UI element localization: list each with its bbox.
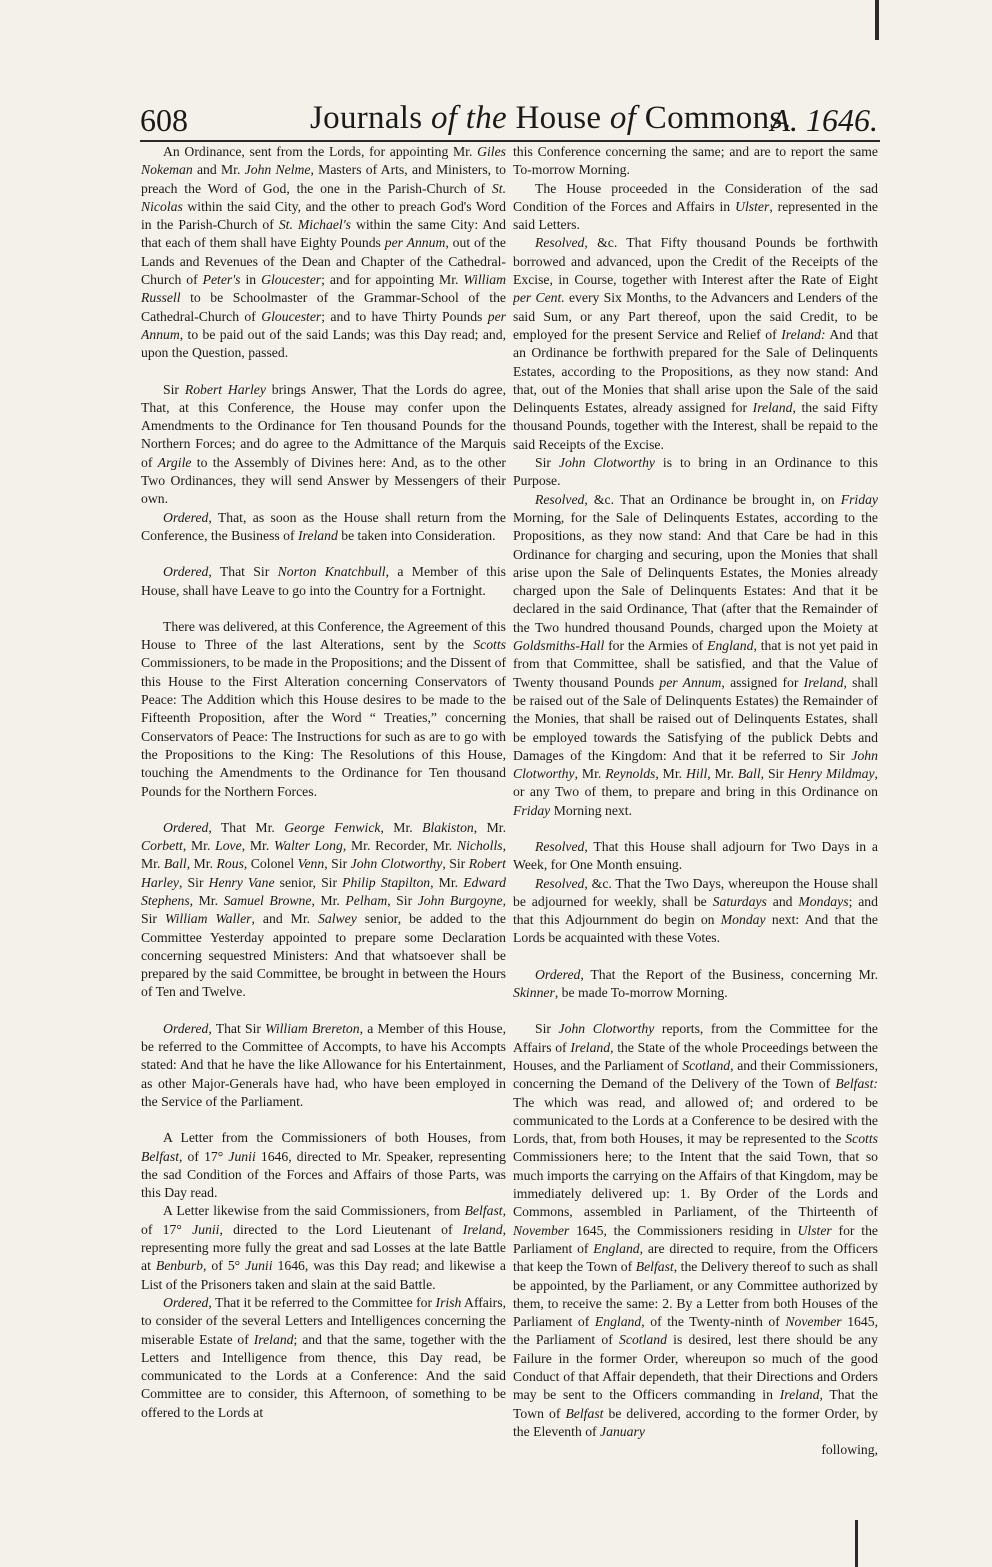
paragraph: A Letter likewise from the said Commissioners, from Belfast, of 17° Junii, directed to the Lord Lieutenant of Ireland, representing more fully the great and sad Losses at the late Battle at Benburb, of 5° Junii 1646, was this Day read; and likewise a List of the Prisoners taken and slain at the said Battle. (141, 1203, 506, 1292)
paragraph: Resolved, &c. That an Ordinance be brought in, on Friday Morning, for the Sale of Delinquents Estates, according to the Propositions, as they now stand: And that Care be had in this Ordinance for charging and securing, upon the Monies that shall arise upon the Sale of Delinquents Estates, the Monies already charged upon the Sale of Delinquents Estates: And that it be declared in the said Ordinance, That (after that the Remainder of the Two hundred thousand Pounds, charged upon the Moiety at Goldsmiths-Hall for the Armies of England, that is not yet paid in from that Committee, shall be satisfied, and that the Value of Twenty thousand Pounds per Annum, assigned for Ireland, shall be raised out of the Sale of Delinquents Estates) the Remainder of the Monies, that shall be raised out of Delinquents Estates, shall be employed towards the Satisfying of the publick Debts and Damages of the Kingdom: And that it be referred to Sir John Clotworthy, Mr. Reynolds, Mr. Hill, Mr. Ball, Sir Henry Mildmay, or any Two of them, to prepare and bring in this Ordinance on Friday Morning next. (513, 491, 878, 818)
paragraph: Ordered, That it be referred to the Committee for Irish Affairs, to consider of the several Letters and Intelligences concerning the miserable Estate of Ireland; and that the same, together with the Letters and Intelligence from thence, this Day read, be communicated to the Lords at a Conference: And the said Committee are to consider, this Afternoon, of something to be offered to the Lords at (141, 1294, 506, 1420)
right-column (513, 143, 878, 1543)
paragraph: Sir Robert Harley brings Answer, That the Lords do agree, That, at this Conference, the House may confer upon the Amendments to the Ordinance for Ten thousand Pounds for the Northern Forces; and do agree to the Admittance of the Marquis of Argile to the Assembly of Divines here: And, as to the other Two Ordinances, they will send Answer by Messengers of their own. (141, 381, 506, 507)
paragraph: Ordered, That the Report of the Business, concerning Mr. Skinner, be made To-morrow Morning. (513, 966, 878, 1001)
paragraph: this Conference concerning the same; and are to report the same To-morrow Morning. (513, 144, 878, 178)
scan-edge-mark-top (875, 0, 879, 40)
paragraph: Sir John Clotworthy reports, from the Committee for the Affairs of Ireland, the State of the whole Proceedings between the Houses, and the Parliament of Scotland, and their Commissioners, concerning the Demand of the Delivery of the Town of Belfast: The which was read, and allowed of; and ordered to be communicated to the Lords at a Conference to be desired with the Lords, that, from both Houses, it may be represented to the Scotts Commissioners here; to the Intent that the said Town, that so much imports the carrying on the Affairs of that Kingdom, may be immediately delivered up: 1. By Order of the Lords and Commons, assembled in Parliament, of the Thirteenth of November 1645, the Commissioners residing in Ulster for the Parliament of England, are directed to require, from the Officers that keep the Town of Belfast, the Delivery thereof to such as shall be appointed, by the Parliament, or any Committee authorized by them, to receive the same: 2. By a Letter from both Houses of the Parliament of England, of the Twenty-ninth of November 1645, the Parliament of Scotland is desired, lest there should be any Failure in the former Order, whereupon so much of the good Conduct of that Affair dependeth, that their Directions and Orders may be sent to the Officers commanding in Ireland, That the Town of Belfast be delivered, according to the former Order, by the Eleventh of January (513, 1021, 878, 1439)
paragraph: Ordered, That Sir Norton Knatchbull, a Member of this House, shall have Leave to go into the Country for a Fortnight. (141, 564, 506, 598)
header-rule (140, 140, 880, 142)
paragraph: The House proceeded in the Consideration of the sad Condition of the Forces and Affairs in Ulster, represented in the said Letters. (513, 180, 878, 233)
journal-title: Journals of the House of Commons. (310, 100, 792, 136)
paragraph: Resolved, That this House shall adjourn for Two Days in a Week, for One Month ensuing. (513, 838, 878, 873)
paragraph: Ordered, That Sir William Brereton, a Member of this House, be referred to the Committee of Accompts, to have his Accompts stated: And that he have the like Allowance for his Entertainment, as other Major-Generals have had, who have been employed in the Service of the Parliament. (141, 1020, 506, 1109)
paragraph: following, (821, 1442, 878, 1458)
paragraph: Resolved, &c. That the Two Days, whereupon the House shall be adjourned for weekly, shall be Saturdays and Mondays; and that this Adjournment do begin on Monday next: And that the Lords be acquainted with these Votes. (513, 875, 878, 946)
paragraph: An Ordinance, sent from the Lords, for appointing Mr. Giles Nokeman and Mr. John Nelme, Masters of Arts, and Ministers, to preach the Word of God, the one in the Parish-Church of St. Nicolas within the said City, and the other to preach God's Word in the Parish-Church of St. Michael's within the same City: And that each of them shall have Eighty Pounds per Annum, out of the Lands and Revenues of the Dean and Chapter of the Cathedral-Church of Peter's in Gloucester; and for appointing Mr. William Russell to be Schoolmaster of the Grammar-School of the Cathedral-Church of Gloucester; and to have Thirty Pounds per Annum, to be paid out of the said Lands; was this Day read; and, upon the Question, passed. (141, 144, 506, 361)
page-header (140, 96, 880, 146)
paragraph: Ordered, That Mr. George Fenwick, Mr. Blakiston, Mr. Corbett, Mr. Love, Mr. Walter Long, Mr. Recorder, Mr. Nicholls, Mr. Ball, Mr. Rous, Colonel Venn, Sir John Clotworthy, Sir Robert Harley, Sir Henry Vane senior, Sir Philip Stapilton, Mr. Edward Stephens, Mr. Samuel Browne, Mr. Pelham, Sir John Burgoyne, Sir William Waller, and Mr. Salwey senior, be added to the Committee Yesterday appointed to prepare some Declaration concerning sequestred Ministers: And that whatsoever shall be prepared by the said Committee, be brought in between the Hours of Ten and Twelve. (141, 819, 506, 1000)
paragraph: Resolved, &c. That Fifty thousand Pounds be forthwith borrowed and advanced, upon the Credit of the Receipts of the Excise, in Course, together with Interest after the Rate of Eight per Cent. every Six Months, to the Advancers and Lenders of the said Sum, or any Part thereof, upon the said Credit, to be employed for the present Service and Relief of Ireland: And that an Ordinance be forthwith prepared for the Sale of Delinquents Estates, according to the Propositions, as they now stand: And that, out of the Monies that shall arise upon the Sale of the said Delinquents Estates, already assigned for Ireland, the said Fifty thousand Pounds, together with the Interest, shall be repaid to the said Receipts of the Excise. (513, 235, 878, 452)
paragraph: A Letter from the Commissioners of both Houses, from Belfast, of 17° Junii 1646, directed to Mr. Speaker, representing the sad Condition of the Forces and Affairs of those Parts, was this Day read. (141, 1130, 506, 1201)
year-label: A. 1646. (770, 102, 878, 138)
paragraph: Ordered, That, as soon as the House shall return from the Conference, the Business of Ireland be taken into Consideration. (141, 509, 506, 543)
paragraph: Sir John Clotworthy is to bring in an Ordinance to this Purpose. (513, 455, 878, 489)
paragraph: There was delivered, at this Conference, the Agreement of this House to Three of the last Alterations, sent by the Scotts Commissioners, to be made in the Propositions; and the Dissent of this House to the First Alteration concerning Conservators of Peace: The Addition which this House desires to be made to the Fifteenth Proposition, after the Word “ Treaties,” concerning Conservators of Peace: The Instructions for such as are to go with the Propositions to the King: The Resolutions of this House, touching the Amendments to the Ordinance for Ten thousand Pounds for the Northern Forces. (141, 618, 506, 799)
left-column (141, 143, 506, 1543)
page-number: 608 (140, 102, 188, 138)
